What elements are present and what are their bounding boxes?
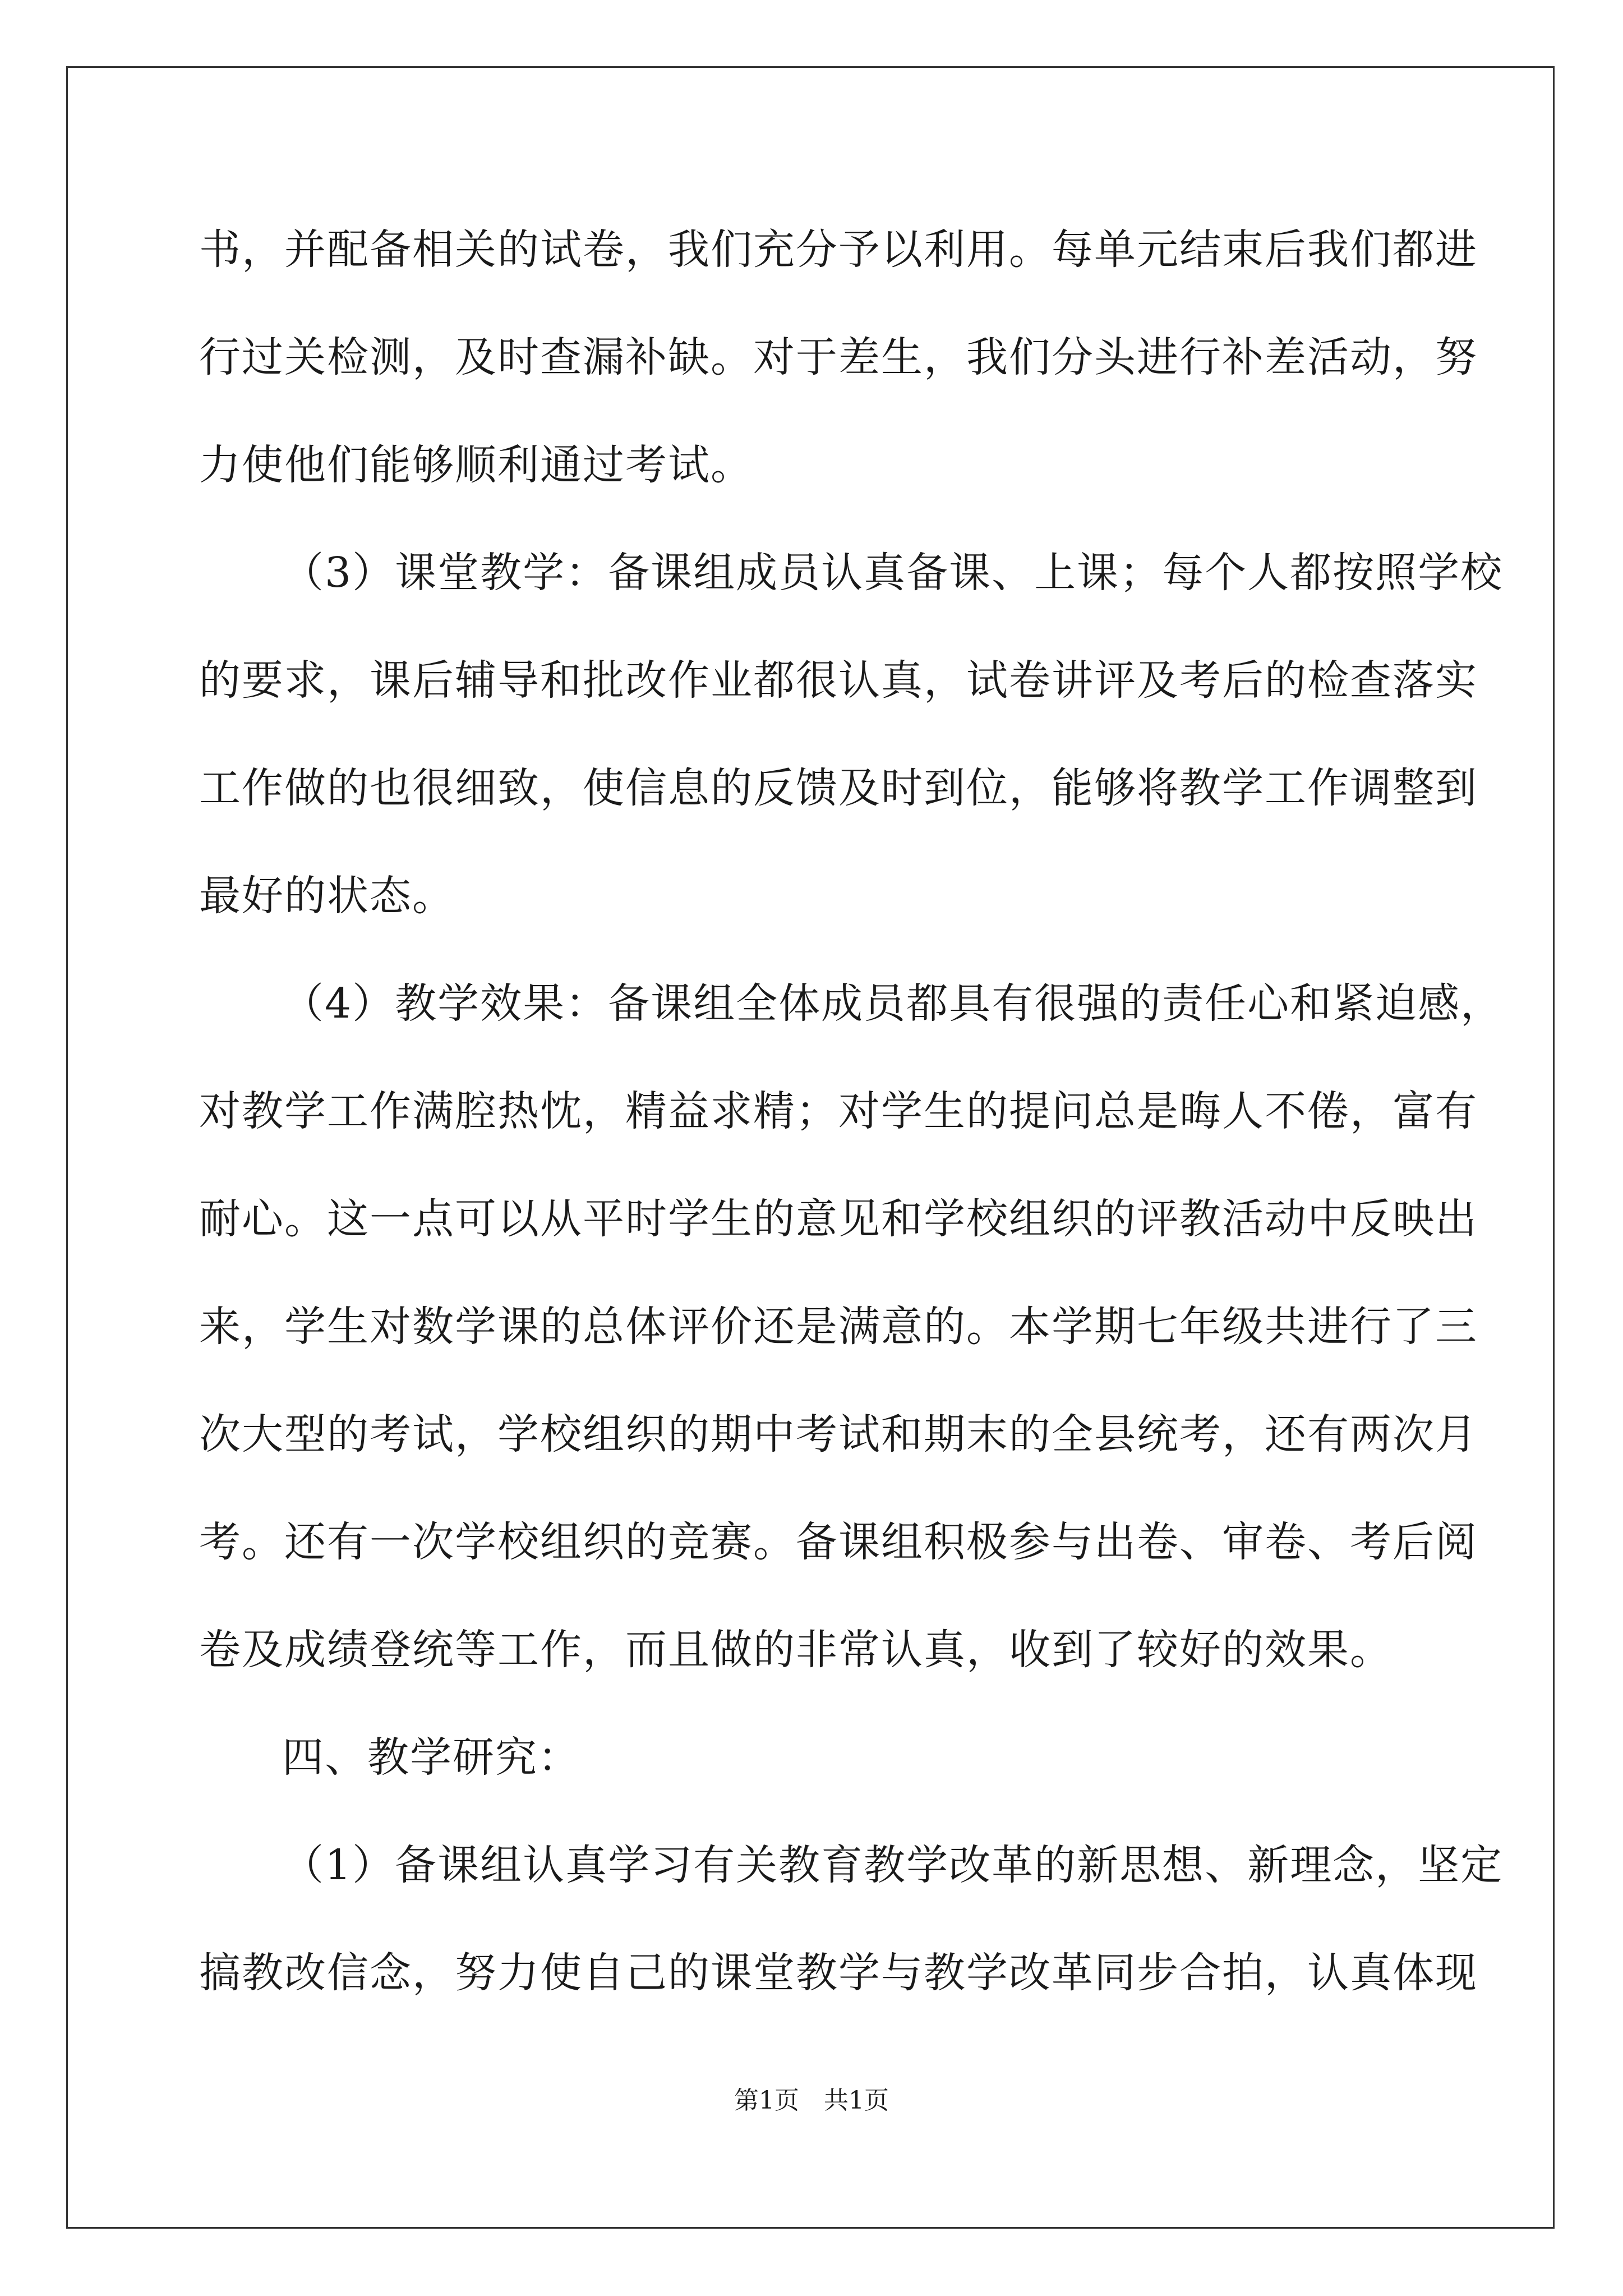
text-line: 最好的状态。 — [199, 872, 455, 920]
text-line: 来，学生对数学课的总体评价还是满意的。本学期七年级共进行了三 — [199, 1303, 1478, 1351]
text-line: 考。还有一次学校组织的竞赛。备课组积极参与出卷、审卷、考后阅 — [199, 1518, 1478, 1566]
text-line: 书，并配备相关的试卷，我们充分予以利用。每单元结束后我们都进 — [199, 226, 1478, 274]
paragraph-start-line: （3）课堂教学：备课组成员认真备课、上课；每个人都按照学校 — [282, 549, 1504, 597]
text-line: 次大型的考试，学校组织的期中考试和期末的全县统考，还有两次月 — [199, 1410, 1478, 1458]
text-line: 卷及成绩登统等工作，而且做的非常认真，收到了较好的效果。 — [199, 1626, 1393, 1674]
document-body — [199, 206, 1504, 2037]
text-line: 搞教改信念，努力使自己的课堂教学与教学改革同步合拍，认真体现 — [199, 1949, 1478, 1997]
paragraph-start-line: （1）备课组认真学习有关教育教学改革的新思想、新理念，坚定 — [282, 1841, 1504, 1889]
text-line: 对教学工作满腔热忱，精益求精；对学生的提问总是晦人不倦，富有 — [199, 1087, 1478, 1135]
text-line: 力使他们能够顺利通过考试。 — [199, 441, 753, 489]
section-heading: 四、教学研究： — [282, 1733, 580, 1782]
text-line: 的要求，课后辅导和批改作业都很认真，试卷讲评及考后的检查落实 — [199, 656, 1478, 705]
paragraph-start-line: （4）教学效果：备课组全体成员都具有很强的责任心和紧迫感， — [282, 979, 1504, 1028]
page-number-footer: 第1页 共1页 — [734, 2086, 889, 2115]
text-line: 行过关检测，及时查漏补缺。对于差生，我们分头进行补差活动，努 — [199, 333, 1478, 381]
text-line: 工作做的也很细致，使信息的反馈及时到位，能够将教学工作调整到 — [199, 764, 1478, 812]
text-line: 耐心。这一点可以从平时学生的意见和学校组织的评教活动中反映出 — [199, 1195, 1478, 1243]
